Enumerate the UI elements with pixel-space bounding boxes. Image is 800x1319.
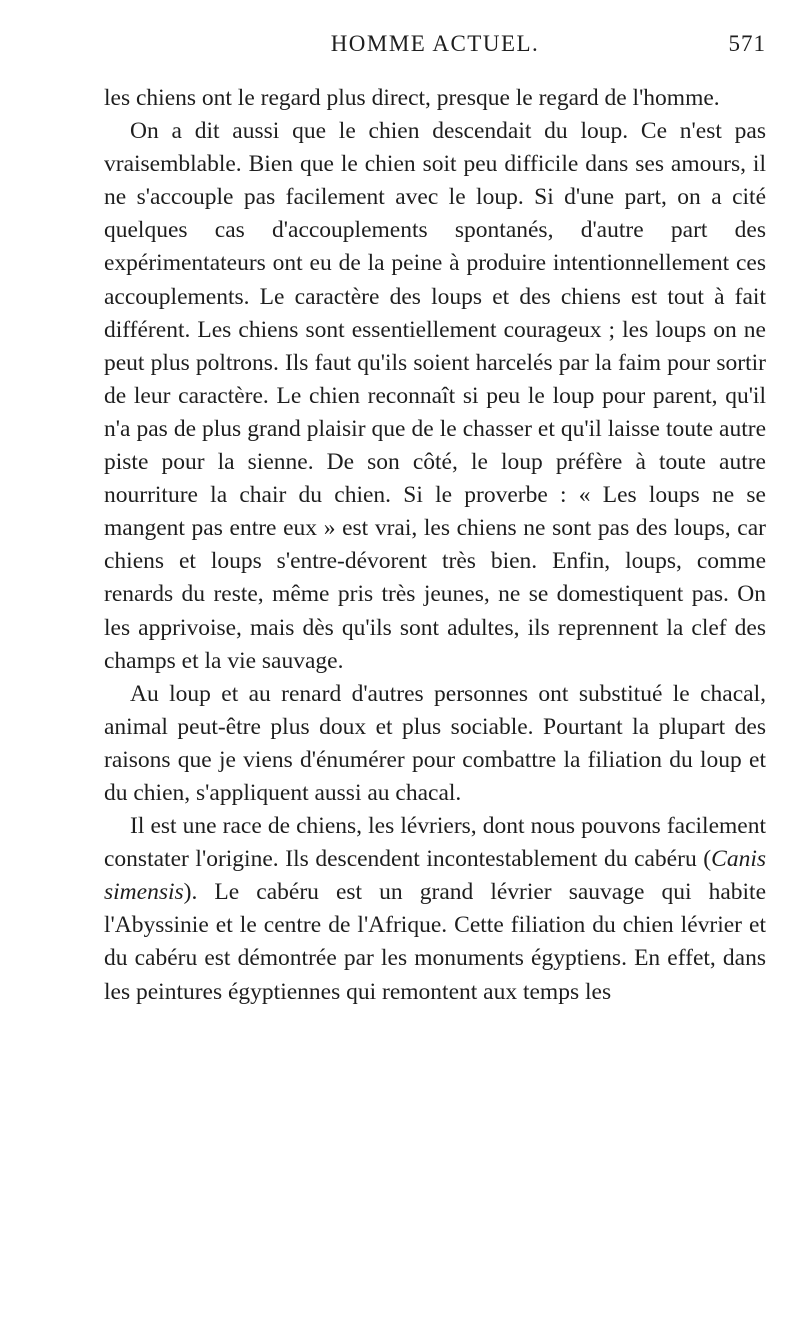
paragraph-continuation: les chiens ont le regard plus direct, presque le regard de l'homme. — [104, 85, 720, 111]
paragraph-wolf-origin: On a dit aussi que le chien descendait du loup. Ce n'est pas vraisemblable. Bien que le chien soit peu difficile dans ses amours, il ne s'accouple pas facilement avec le loup. Si d'une part, on a cité quelques cas d'accouplements spontanés, d'autre part des expérimentateurs ont eu de la peine à produire intentionnellement ces accouplements. Le caractère des loups et des chiens est tout à fait différent. Les chiens sont essentiellement courageux ; les loups on ne peut plus poltrons. Ils faut qu'ils soient harcelés par la faim pour sortir de leur caractère. Le chien reconnaît si peu le loup pour parent, qu'il n'a pas de plus grand plaisir que de le chasser et qu'il laisse toute autre piste pour la sienne. De son côté, le loup préfère à toute autre nourriture la chair du chien. Si le proverbe : « Les loups ne se mangent pas entre eux » est vrai, les chiens ne sont pas des loups, car chiens et loups s'entre-dévorent très bien. Enfin, loups, comme renards du reste, même pris très jeunes, ne se domestiquent pas. On les apprivoise, mais dès qu'ils sont adultes, ils reprennent la clef des champs et la vie sauvage. — [104, 118, 766, 674]
paragraph-greyhounds-text-before: Il est une race de chiens, les lévriers, dont nous pouvons facilement constater l'origine. Ils descendent incontestablement du cabéru ( — [104, 813, 766, 873]
book-page — [104, 0, 766, 1009]
page-number: 571 — [728, 31, 766, 56]
running-head — [104, 0, 766, 70]
body-text — [104, 82, 766, 1009]
species-name: Canis simensis — [104, 846, 766, 906]
running-head-title: HOMME ACTUEL. — [330, 31, 540, 56]
paragraph-greyhounds — [104, 810, 766, 1009]
paragraph-greyhounds-text-after: ). Le cabéru est un grand lévrier sauvage qui habite l'Abyssinie et le centre de l'Afrique. Cette filiation du chien lévrier et du cabéru est démontrée par les monuments égyptiens. En effet, dans les peintures égyptiennes qui remontent aux temps les — [104, 879, 766, 1005]
paragraph-jackal: Au loup et au renard d'autres personnes ont substitué le chacal, animal peut-être plus doux et plus sociable. Pourtant la plupart des raisons que je viens d'énumérer pour combattre la filiation du loup et du chien, s'appliquent aussi au chacal. — [104, 680, 766, 806]
